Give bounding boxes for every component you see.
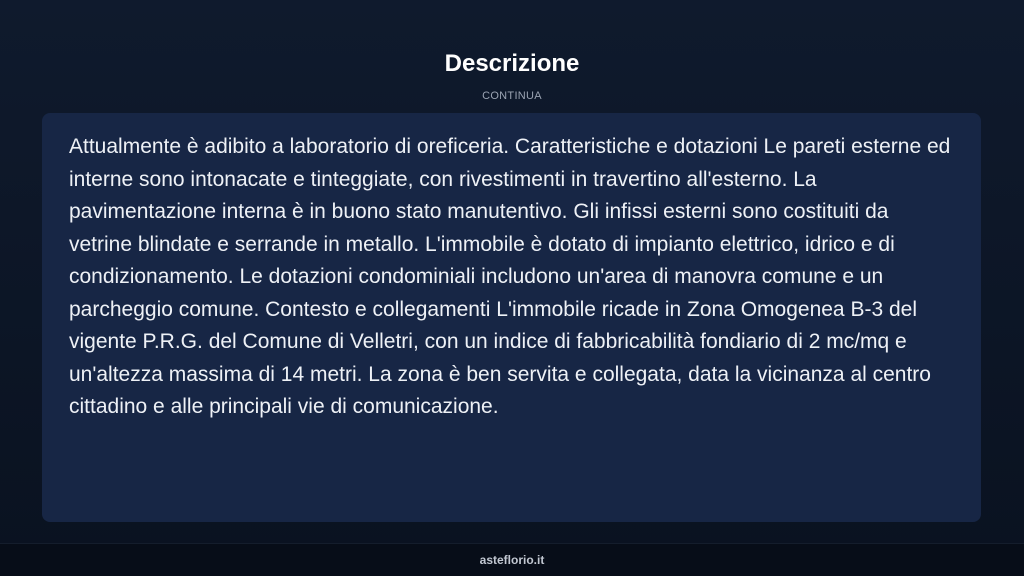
site-name: asteflorio.it	[479, 553, 545, 567]
description-card	[42, 113, 981, 522]
footer-bar	[0, 543, 1024, 576]
description-text: Attualmente è adibito a laboratorio di oreficeria. Caratteristiche e dotazioni Le pareti esterne ed interne sono intonacate e tinteggiate, con rivestimenti in travertino all'esterno. La pavimentazione interna è in buono stato manutentivo. Gli infissi esterni sono costituiti da vetrine blindate e serrande in metallo. L'immobile è dotato di impianto elettrico, idrico e di condizionamento. Le dotazioni condominiali includono un'area di manovra comune e un parcheggio comune. Contesto e collegamenti L'immobile ricade in Zona Omogenea B-3 del vigente P.R.G. del Comune di Velletri, con un indice di fabbricabilità fondiario di 2 mc/mq e un'altezza massima di 14 metri. La zona è ben servita e collegata, data la vicinanza al centro cittadino e alle principali vie di comunicazione.	[69, 135, 951, 418]
page-title: Descrizione	[444, 50, 580, 77]
page-subtitle: CONTINUA	[482, 90, 542, 102]
